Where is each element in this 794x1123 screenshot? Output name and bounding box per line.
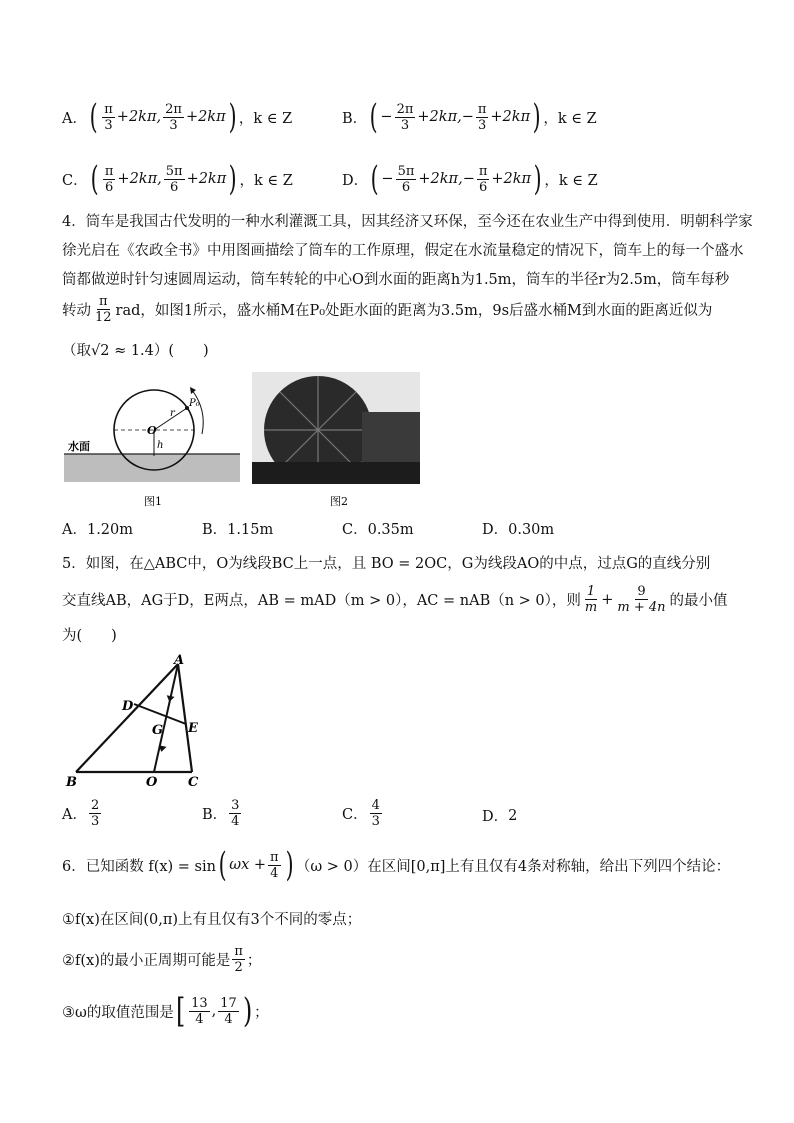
q6-c2-post: ； (246, 953, 262, 969)
option-label: A． (62, 807, 87, 823)
fraction: $\frac{\pi}{3}$ (104, 101, 113, 133)
expr-text: +2kπ, (117, 171, 162, 187)
label-o: O (147, 424, 157, 437)
q6-c3-pre: ③ω的取值范围是 (62, 1004, 174, 1021)
water-label: 水面 (68, 440, 90, 453)
option-label: D． (342, 172, 369, 189)
expr-text: +2kπ (490, 109, 531, 125)
q5-line-3: 为( ) (62, 628, 117, 644)
q4-option-a: A．1.20m (62, 522, 134, 538)
label-r: r (170, 408, 175, 419)
q5-option-a (62, 798, 103, 829)
label-p0: P₀ (189, 398, 200, 409)
fig1-caption: 图1 (144, 495, 162, 508)
fig2-caption: 图2 (330, 495, 348, 508)
q3-option-b (342, 97, 597, 137)
expr-text: +2kπ (491, 171, 532, 187)
waterwheel-photo (252, 372, 420, 512)
bracket-open: [ (175, 991, 186, 1031)
option-label: C． (62, 172, 88, 189)
q3-option-c (62, 159, 293, 199)
expr-text: − (380, 109, 393, 125)
fraction: $\frac{5\pi}{6}$ (397, 163, 415, 195)
label-d: D (122, 699, 134, 714)
option-label: B． (202, 807, 228, 823)
fraction: $\frac{\pi}{12}$ (95, 294, 112, 325)
fraction: $\frac{2}{3}$ (90, 798, 100, 829)
q6-conclusion-3: ③ω的取值范围是 [ $\frac{13}{4}$ , $\frac{17}{4}$ ) ； (62, 991, 269, 1031)
q5-line2-pre: 交直线AB，AG于D，E两点，AB = mAD（m > 0），AC = nAB（n > 0），则 (62, 593, 581, 609)
q4-line4-pre: 转动 (62, 303, 91, 319)
q5-option-c (342, 798, 384, 829)
q4-option-d: D．0.30m (482, 522, 555, 538)
paren-close: ) (228, 97, 237, 137)
q3-option-d (342, 159, 598, 199)
option-value: 2 (508, 807, 518, 824)
fraction: $\frac{5\pi}{6}$ (165, 163, 183, 195)
q4-line4-post: rad，如图1所示，盛水桶M在P₀处距水面的距离为3.5m，9s后盛水桶M到水面的距离近似为 (115, 303, 713, 319)
option-label: A． (62, 110, 87, 127)
water-region (64, 454, 240, 482)
option-label: C． (342, 807, 368, 823)
q4-option-b: B．1.15m (202, 522, 274, 538)
q5-line2-post: 的最小值 (669, 593, 728, 609)
set-text: ，k ∈ Z (544, 172, 598, 189)
q4-line-1: 4．筒车是我国古代发明的一种水利灌溉工具，因其经济又环保，至今还在农业生产中得到使用．明朝科学家 (62, 214, 753, 230)
fraction: $\frac{4}{3}$ (371, 798, 380, 829)
set-text: ，k ∈ Z (543, 110, 597, 127)
q6-line1-pre: 6．已知函数 f(x) = sin (62, 858, 216, 875)
expr-text: +2kπ,− (417, 109, 474, 125)
fraction: $\frac{13}{4}$ (191, 995, 208, 1027)
label-a: A (174, 653, 185, 668)
expr-text: − (381, 171, 394, 187)
segment-de (134, 704, 186, 724)
label-g: G (152, 723, 164, 738)
set-text: ，k ∈ Z (239, 172, 293, 189)
paren-close: ) (532, 97, 541, 137)
q4-line-5: （取√2 ≈ 1.4）( ) (62, 343, 209, 359)
q5-line-1: 5．如图，在△ABC中，O为线段BC上一点，且 BO = 2OC，G为线段AO的中点，过点G的直线分别 (62, 556, 711, 572)
q6-line-1 (62, 845, 731, 885)
expr-text: +2kπ (185, 109, 226, 125)
fraction: $\frac{\pi}{2}$ (234, 944, 243, 975)
q5-option-b (202, 798, 243, 829)
q4-line-4 (62, 294, 712, 325)
q6-conclusion-1: ①f(x)在区间(0,π)上有且仅有3个不同的零点； (62, 912, 362, 928)
expr-text: +2kπ (186, 171, 227, 187)
fraction: $\frac{2\pi}{3}$ (396, 101, 414, 133)
fraction: $\frac{\pi}{6}$ (478, 163, 488, 195)
triangle-figure (62, 652, 222, 790)
expr-text: +2kπ, (116, 109, 162, 125)
bracket-close: ) (242, 991, 253, 1031)
side-ab (76, 664, 178, 772)
fraction: $\frac{17}{4}$ (220, 995, 237, 1027)
q4-line-2: 徐光启在《农政全书》中用图画描绘了筒车的工作原理，假定在水流量稳定的情况下，筒车上的每一个盛水 (62, 243, 744, 259)
label-e: E (188, 721, 198, 736)
fraction: $\frac{\pi}{6}$ (104, 163, 114, 195)
fraction: $\frac{\pi}{3}$ (477, 101, 487, 133)
fraction: $\frac{\pi}{4}$ (270, 849, 279, 881)
paren-open: ( (89, 97, 98, 137)
q5-option-d (482, 805, 517, 826)
side-ac (178, 664, 192, 772)
paren-open: ( (369, 97, 378, 137)
q6-c3-post: ； (254, 1004, 269, 1021)
paren-open: ( (90, 159, 99, 199)
label-b: B (66, 775, 77, 790)
option-label: B． (342, 110, 368, 127)
q6-argument: ωx + (229, 857, 267, 873)
fraction: $\frac{2\pi}{3}$ (165, 101, 182, 133)
q4-option-c: C．0.35m (342, 522, 414, 538)
fraction: $\frac{1}{m}$ (584, 584, 598, 615)
paren-close: ) (533, 159, 542, 199)
q6-line1-post: （ω > 0）在区间[0,π]上有且仅有4条对称轴，给出下列四个结论： (295, 858, 731, 875)
label-c: C (188, 775, 199, 790)
q4-line-3: 筒都做逆时针匀速圆周运动，筒车转轮的中心O到水面的距离h为1.5m，筒车的半径r为2.5m，筒车每秒 (62, 272, 730, 288)
q5-line-2 (62, 584, 728, 615)
q6-conclusion-2 (62, 944, 261, 975)
paren-close: ) (285, 845, 294, 885)
set-text: ，k ∈ Z (238, 110, 293, 127)
q6-c2-pre: ②f(x)的最小正周期可能是 (62, 953, 231, 969)
option-label: D． (482, 809, 509, 825)
plus-sign: + (601, 591, 614, 608)
paren-close: ) (228, 159, 237, 199)
q3-option-a (62, 97, 293, 137)
label-o: O (146, 775, 158, 790)
photo-ground (252, 462, 420, 484)
paren-open: ( (218, 845, 227, 885)
expr-text: +2kπ,− (418, 171, 475, 187)
fraction: $\frac{9}{m + 4n}$ (617, 584, 666, 615)
waterwheel-diagram (62, 372, 244, 512)
label-h: h (157, 440, 164, 451)
paren-open: ( (370, 159, 379, 199)
fraction: $\frac{3}{4}$ (231, 798, 240, 829)
segment-ao (154, 664, 178, 772)
rotation-arrow (190, 387, 196, 394)
